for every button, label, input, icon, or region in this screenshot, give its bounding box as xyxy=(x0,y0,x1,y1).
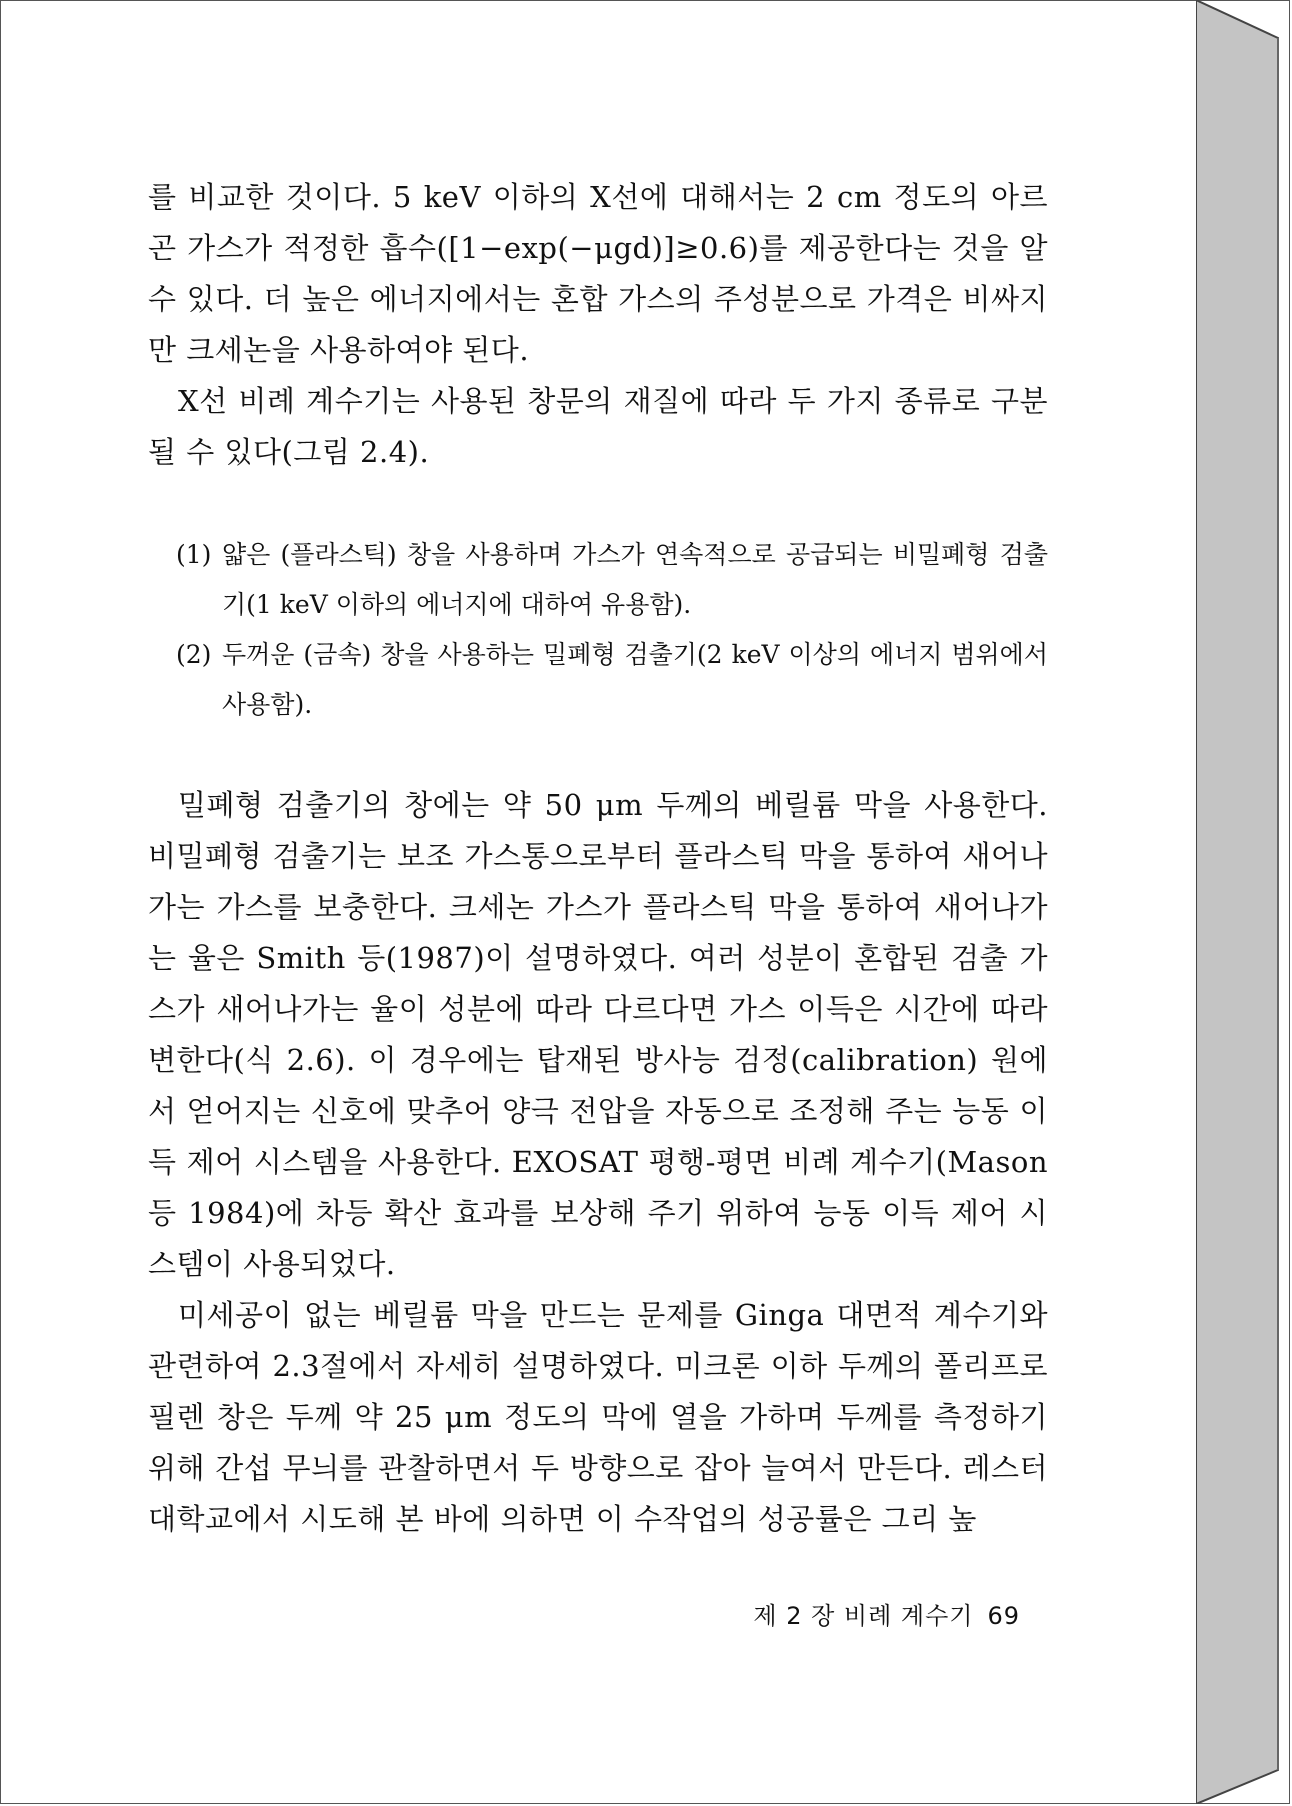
paragraph-x-ray-absorption: 를 비교한 것이다. 5 keV 이하의 X선에 대해서는 2 cm 정도의 아르곤 가스가 적정한 흡수([1−exp(−μgd)]≥0.6)를 제공한다는 것을 알 수 있다. 더 높은 에너지에서는 혼합 가스의 주성분으로 가격은 비싸지만 크세논을 사용하여야 된다. xyxy=(148,180,1048,367)
body-text-upper xyxy=(148,172,1048,478)
page-footer xyxy=(740,1596,1020,1636)
paragraph-sealed-detector: 밀폐형 검출기의 창에는 약 50 μm 두께의 베릴륨 막을 사용한다. 비밀폐형 검출기는 보조 가스통으로부터 플라스틱 막을 통하여 새어나가는 가스를 보충한다. 크세논 가스가 플라스틱 막을 통하여 새어나가는 율은 Smith 등(1987)이 설명하였다. 여러 성분이 혼합된 검출 가스가 새어나가는 율이 성분에 따라 다르다면 가스 이득은 시간에 따라 변한다(식 2.6). 이 경우에는 탑재된 방사능 검정(calibration) 원에서 얻어지는 신호에 맞추어 양극 전압을 자동으로 조정해 주는 능동 이득 제어 시스템을 사용한다. EXOSAT 평행-평면 비례 계수기(Mason 등 1984)에 차등 확산 효과를 보상해 주기 위하여 능동 이득 제어 시스템이 사용되었다. xyxy=(148,788,1048,1281)
list-item xyxy=(176,530,1048,630)
paragraph-counter-types: X선 비례 계수기는 사용된 창문의 재질에 따라 두 가지 종류로 구분될 수 있다(그림 2.4). xyxy=(148,384,1048,469)
detector-type-list xyxy=(176,530,1048,730)
page-thickness-edge xyxy=(1196,0,1290,1804)
list-item-number: (1) xyxy=(176,540,212,569)
page-edge-shade xyxy=(1196,0,1278,1804)
page-number: 69 xyxy=(987,1602,1020,1630)
paragraph-beryllium-film: 미세공이 없는 베릴륨 막을 만드는 문제를 Ginga 대면적 계수기와 관련하여 2.3절에서 자세히 설명하였다. 미크론 이하 두께의 폴리프로필렌 창은 두께 약 25 μm 정도의 막에 열을 가하며 두께를 측정하기 위해 간섭 무늬를 관찰하면서 두 방향으로 잡아 늘여서 만든다. 레스터 대학교에서 시도해 본 바에 의하면 이 수작업의 성공률은 그리 높 xyxy=(148,1298,1048,1536)
list-item xyxy=(176,630,1048,730)
list-item-text: 얇은 (플라스틱) 창을 사용하며 가스가 연속적으로 공급되는 비밀폐형 검출기(1 keV 이하의 에너지에 대하여 유용함). xyxy=(222,540,1048,619)
list-item-text: 두꺼운 (금속) 창을 사용하는 밀폐형 검출기(2 keV 이상의 에너지 범위에서 사용함). xyxy=(222,640,1048,719)
chapter-title: 제 2 장 비례 계수기 xyxy=(753,1602,974,1630)
list-item-number: (2) xyxy=(176,640,212,669)
body-text-lower xyxy=(148,780,1048,1545)
